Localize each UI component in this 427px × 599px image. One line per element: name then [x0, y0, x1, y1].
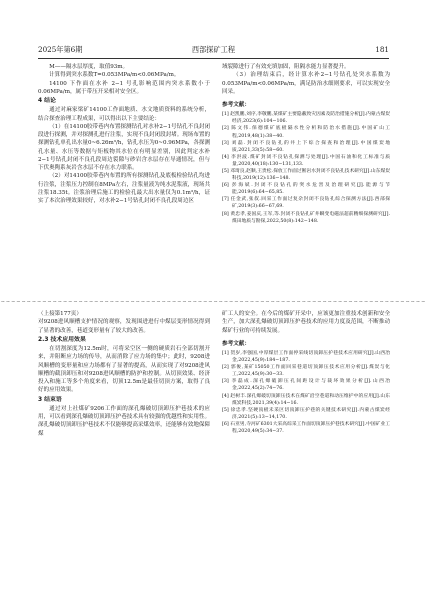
reference-item: [1] 赵凯鹏,刘序,李敬鹏,某煤矿主要隐蔽致灾因素及防治措施分析[J].内蒙古煤炭经济,2023(6):104−106. — [222, 112, 390, 125]
paragraph: 在切割深度为12.5m时，可将采空区一侧的硬质岩石全部切割开来，并阻断应力场的传导，从而消除了应力场的集中；此时，9208进风顺槽的变形量和应力场都有了显著的提高，从而实现了对9208进风顺槽的截顶卸压和对9208进风顺槽的防护和控制。从切顶效果、经济投入和施工等多个角度来看，切顶12.5m是最佳切顶方案，取得了良好的应用效果。 — [38, 346, 210, 394]
paragraph: （2）对14100胶带巷内布置的所有探测钻孔及底板检验钻孔均进行注浆，注浆压力控制在8MPa左右，注浆量液为纯水泥浆液，现场共注浆18.35t。注浆治理后施工的检验孔最大出水量仅为0.1m³/h，证实了本次治理效果较好，对水补2−1号钻孔封闭不良孔段周边区 — [38, 173, 210, 204]
journal-issue: 2025年第6期 — [38, 45, 83, 54]
paragraph: 域裂隙进行了有效充填加固，阻隔水能力显著提升。 — [222, 64, 350, 70]
references-title: 参考文献： — [222, 102, 250, 108]
reference-item: [2] 郭俊,某矿15050工作面回采巷道切顶卸压技术应用分析[J].煤炭与化工,2022,45(9):30−33. — [222, 365, 390, 378]
upper-right-column — [222, 63, 390, 225]
continuation-note: （上接第177页） — [38, 311, 82, 317]
reference-item: [3] 刘磊.封闭不良钻孔的井上下综合探查和治理[J].中国煤炭地质,2021,33(5):58−60. — [222, 140, 390, 153]
reference-item: [5] 邓琦良,赵顺,王贵松.探放工作面过断岩水封闭不良钻孔技术研究[J].山东煤炭科技,2019(12):136−148. — [222, 169, 390, 182]
reference-item: [6] 石亚男,寺河矿6301大采高综采工作面切顶卸压护巷技术研究[J].中国矿业工程,2020,49(5):34−37. — [222, 421, 390, 435]
page-header — [38, 44, 389, 56]
paragraph: 通过对上社煤矿9206工作面的深孔爆破切顶卸压护巷技术的应用，可以看到深孔爆破切顶卸压护巷技术具有较强的优越性和实用性。深孔爆破切顶卸压护巷技术不仅能够提高采煤效率，还能够有效地保障煤 — [38, 405, 210, 437]
reference-item: [6] 彭海斌.封闭不良钻孔的突水危害及治理研究[J].能源与节能,2019(6):64−65,85. — [222, 183, 390, 196]
reference-item: [4] 赵树丰.深孔爆破切顶卸压技术在煤矿沿空巷道和动压维护中的应用[J].山东煤炭科技,2021,39(4):14−16. — [222, 393, 390, 406]
references-title: 参考文献： — [222, 340, 250, 347]
paragraph: （3）治理结束后，经计算水补2−1号钻孔处突水系数为0.053MPa/m<0.06MPa/m，满足防治水细则要求，可以实现安全回采。 — [222, 72, 390, 95]
reference-item: [8] 黄忠孝,姜国庆,王军,等.封闭不良钻孔矿井瞬变电磁法超前精细探测研究[J].煤田地质与勘探,2022,50(8):142−148. — [222, 211, 390, 224]
page-number: 181 — [375, 45, 389, 54]
journal-title: 西部探矿工程 — [191, 45, 236, 54]
paragraph: 14100 下作面在水补 2−1 号孔影响范围内突水系数小于0.06MPa/m，属于带压开采相对安全区。 — [38, 80, 210, 95]
section-heading: 2.3 技术应用效果 — [38, 336, 86, 343]
paragraph: M——隔水层厚度，取值93m。 — [49, 64, 129, 70]
paragraph: 通过对麻家梁矿14100工作面地质、水文地质资料的系统分析，结合探查治理工程成果，可以得出以下主要结论： — [38, 107, 210, 122]
paragraph: 计算得到突水系数T=0.053MPa/m<0.06MPa/m。 — [49, 72, 180, 79]
reference-item: [5] 徐忠孝.坚硬顶板未采区切顶卸压护巷的关键技术研究[J].内蒙古煤炭经济,2021(5):13−14,170. — [222, 407, 390, 420]
reference-item: [3] 李磊成.深孔爆破卸压孔间距设计与裁坏效果分析[J].山西冶金,2022,45(2):74−76. — [222, 379, 390, 392]
paragraph: 对9208进风顺槽支护情况的观察，发现围进进行中煤层变形情况得到了显著的改善，巷道变形量有了较大的改善。 — [38, 319, 210, 334]
section-heading: 3 结束语 — [38, 396, 62, 403]
reference-item: [2] 陈文伟.保德煤矿底板隔水性分析和防治水措施[J].中国矿山工程,2019,48(1):38−40. — [222, 126, 390, 139]
article-separator: ∽∽∽∽∽∽∽∽∽∽∽∽∽∽∽∽∽∽∽∽∽∽∽∽∽∽∽∽∽∽∽∽∽∽∽∽∽∽∽∽∽∽∽∽∽∽∽∽∽∽∽∽∽∽∽∽∽∽∽∽∽∽∽∽∽∽∽∽∽∽∽∽∽∽∽∽∽∽∽∽∽∽ — [0, 299, 427, 305]
reference-item: [1] 贺岁,李强国,中厚煤层工作面停采线切顶卸压护巷技术应用研究[J].山西冶金,2022,45(9):184−187. — [222, 351, 390, 364]
paragraph: （1）在14100胶带巷内布置探测钻孔对水补2−1号钻孔不良封闭段进行探测，并对探测孔进行注浆，实现不良封闭段封堵。现场布置的探测钻孔单孔出水量0~6.26m³/h，钻孔水压为0~0.96MPa，各探测孔水量、水压等数据与矩板物其水位在有明显差别，因此判定水补2−1号钻孔封闭不良孔段周边裂隙与砂岩含水层存在导通情况，但与下伏奥陶系灰岩含水层不存在水力联系。 — [38, 123, 210, 171]
reference-item: [7] 任金武,张叔.回采工作面过复杂封闭不良钻孔综合探测方法[J].西部探矿,2019(3):66−67,69. — [222, 197, 390, 210]
section-heading: 4 结论 — [38, 98, 56, 104]
reference-item: [4] 李洪波.煤矿封闭不良钻孔探测与处理[J].中国石油和化工标准与质量,2020,40(18):130−131,133. — [222, 154, 390, 167]
header-rule — [38, 58, 389, 59]
paragraph: 矿工人的安全。在今后的煤矿开采中，应该更加注重技术创新和安全生产，加大深孔爆破切顶卸压护巷技术的应用力度及范围，不断推动煤矿行业的可持续发展。 — [222, 311, 390, 334]
lower-left-column — [38, 310, 210, 438]
lower-right-column — [222, 310, 390, 435]
upper-left-column — [38, 63, 210, 205]
